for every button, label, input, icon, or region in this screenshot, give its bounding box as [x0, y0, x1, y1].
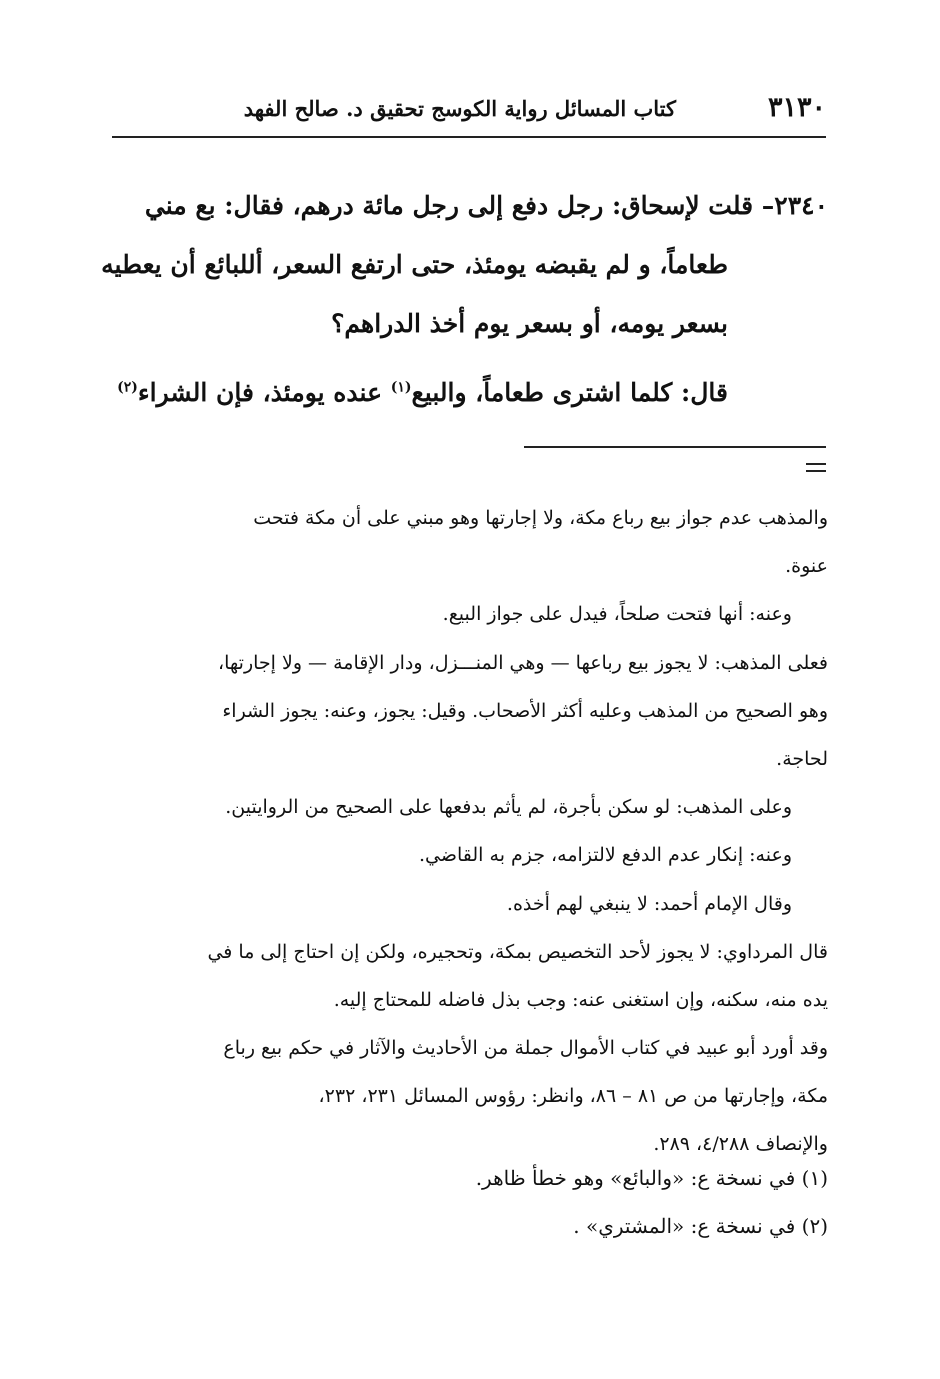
running-title: كتاب المسائل رواية الكوسج تحقيق د. صالح الفهد	[243, 96, 676, 121]
note-line: عنوة.	[785, 555, 828, 578]
answer-text: قال: كلما اشترى طعاماً، والبيع	[411, 378, 728, 407]
note-line: وعلى المذهب: لو سكن بأجرة، لم يأثم بدفعها على الصحيح من الروايتين.	[225, 796, 792, 819]
answer-line	[112, 363, 828, 422]
note-line: وعنه: أنها فتحت صلحاً، فيدل على جواز البيع.	[442, 603, 792, 626]
note-line: وهو الصحيح من المذهب وعليه أكثر الأصحاب. وقيل: يجوز، وعنه: يجوز الشراء	[222, 699, 828, 722]
main-text	[101, 176, 828, 422]
answer-text: عنده يومئذ، فإن الشراء	[137, 378, 391, 407]
question-line: بسعر يومه، أو بسعر يوم أخذ الدراهم؟	[331, 309, 728, 338]
note-line: قال المرداوي: لا يجوز لأحد التخصيص بمكة، وتحجيره، ولكن إن احتاج إلى ما في	[207, 940, 828, 963]
note-line: والإنصاف ٤/٢٨٨، ٢٨٩.	[653, 1133, 828, 1156]
note-line: مكة، وإجارتها من ص ٨١ – ٨٦، وانظر: رؤوس المسائل ٢٣١، ٢٣٢،	[318, 1085, 828, 1108]
footnote-ref-1: (١)	[390, 379, 412, 396]
note-line: وقال الإمام أحمد: لا ينبغي لهم أخذه.	[506, 892, 792, 915]
note-line: يده منه، سكنه، وإن استغنى عنه: وجب بذل فاضله للمحتاج إليه.	[333, 988, 828, 1011]
footnote-separator	[524, 446, 826, 448]
continued-footnote	[112, 494, 828, 1169]
question-line: طعاماً، و لم يقبضه يومئذ، حتى ارتفع السعر، أللبائع أن يعطيه	[101, 250, 728, 279]
note-line: والمذهب عدم جواز بيع رباع مكة، ولا إجارتها وهو مبني على أن مكة فتحت	[253, 507, 828, 529]
note-line: فعلى المذهب: لا يجوز بيع رباعها — وهي المنـــزل، ودار الإقامة — ولا إجارتها،	[218, 651, 828, 674]
question-line: ٢٣٤٠– قلت لإسحاق: رجل دفع إلى رجل مائة درهم، فقال: بع مني	[144, 191, 828, 220]
note-line: لحاجة.	[776, 747, 828, 770]
continuation-mark	[806, 463, 826, 477]
note-line: وعنه: إنكار عدم الدفع لالتزامه، جزم به القاضي.	[418, 844, 792, 867]
footnote-ref-2: (٢)	[117, 379, 138, 396]
header-rule	[112, 136, 826, 138]
footnote-2: (٢) في نسخة ع: «المشتري» .	[573, 1214, 828, 1238]
footnote-1: (١) في نسخة ع: «والبائع» وهو خطأ ظاهر.	[475, 1166, 828, 1190]
running-header	[112, 92, 826, 132]
page-number: ٣١٣٠	[767, 92, 826, 123]
note-line: وقد أورد أبو عبيد في كتاب الأموال جملة من الأحاديث والآثار في حكم بيع رباع	[223, 1037, 828, 1060]
